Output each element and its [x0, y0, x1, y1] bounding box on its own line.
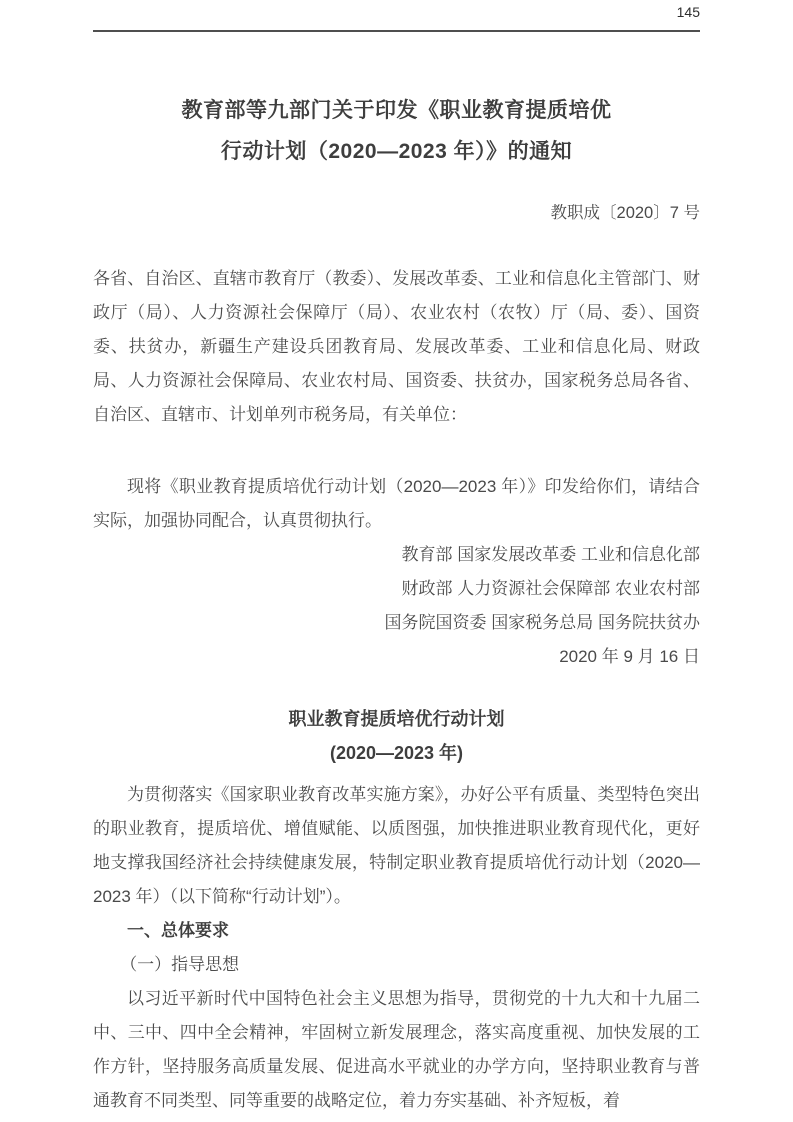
notice-title — [93, 90, 700, 172]
page-number: 145 — [676, 4, 700, 20]
plan-heading-line1: 职业教育提质培优行动计划 — [288, 709, 505, 729]
notice-title-line2: 行动计划（2020—2023 年）》的通知 — [220, 140, 573, 163]
signature-date: 2020 年 9 月 16 日 — [559, 647, 700, 666]
notice-title-line1: 教育部等九部门关于印发《职业教育提质培优 — [181, 99, 612, 122]
section-1-title: 一、总体要求 — [127, 921, 229, 940]
signer-line-3: 国务院国资委 国家税务总局 国务院扶贫办 — [384, 613, 700, 632]
page-content — [93, 0, 700, 1118]
signature-block — [93, 538, 700, 674]
plan-heading-line2: (2020—2023 年) — [329, 743, 464, 763]
plan-intro-paragraph: 为贯彻落实《国家职业教育改革实施方案》，办好公平有质量、类型特色突出的职业教育，提质培优、增值赋能、以质图强，加快推进职业教育现代化，更好地支撑我国经济社会持续健康发展，特制定职业教育提质培优行动计划（2020—2023 年）（以下简称“行动计划”）。 — [93, 785, 700, 906]
forward-paragraph: 现将《职业教育提质培优行动计划（2020—2023 年）》印发给你们，请结合实际，加强协同配合，认真贯彻执行。 — [93, 477, 700, 530]
signer-line-2: 财政部 人力资源社会保障部 农业农村部 — [401, 579, 700, 598]
subsection-1-1-title: （一）指导思想 — [120, 955, 240, 974]
addressees-paragraph: 各省、自治区、直辖市教育厅（教委）、发展改革委、工业和信息化主管部门、财政厅（局）、人力资源社会保障厅（局）、农业农村（农牧）厅（局、委）、国资委、扶贫办，新疆生产建设兵团教育局、发展改革委、工业和信息化局、财政局、人力资源社会保障局、农业农村局、国资委、扶贫办，国家税务总局各省、自治区、直辖市、计划单列市税务局，有关单位： — [93, 269, 700, 424]
document-number: 教职成〔2020〕7 号 — [550, 204, 700, 222]
guiding-ideology-paragraph: 以习近平新时代中国特色社会主义思想为指导，贯彻党的十九大和十九届二中、三中、四中全会精神，牢固树立新发展理念，落实高度重视、加快发展的工作方针，坚持服务高质量发展、促进高水平就业的办学方向，坚持职业教育与普通教育不同类型、同等重要的战略定位，着力夯实基础、补齐短板，着 — [93, 989, 700, 1110]
header-rule — [93, 30, 700, 32]
signer-line-1: 教育部 国家发展改革委 工业和信息化部 — [401, 545, 700, 564]
plan-heading — [93, 702, 700, 770]
